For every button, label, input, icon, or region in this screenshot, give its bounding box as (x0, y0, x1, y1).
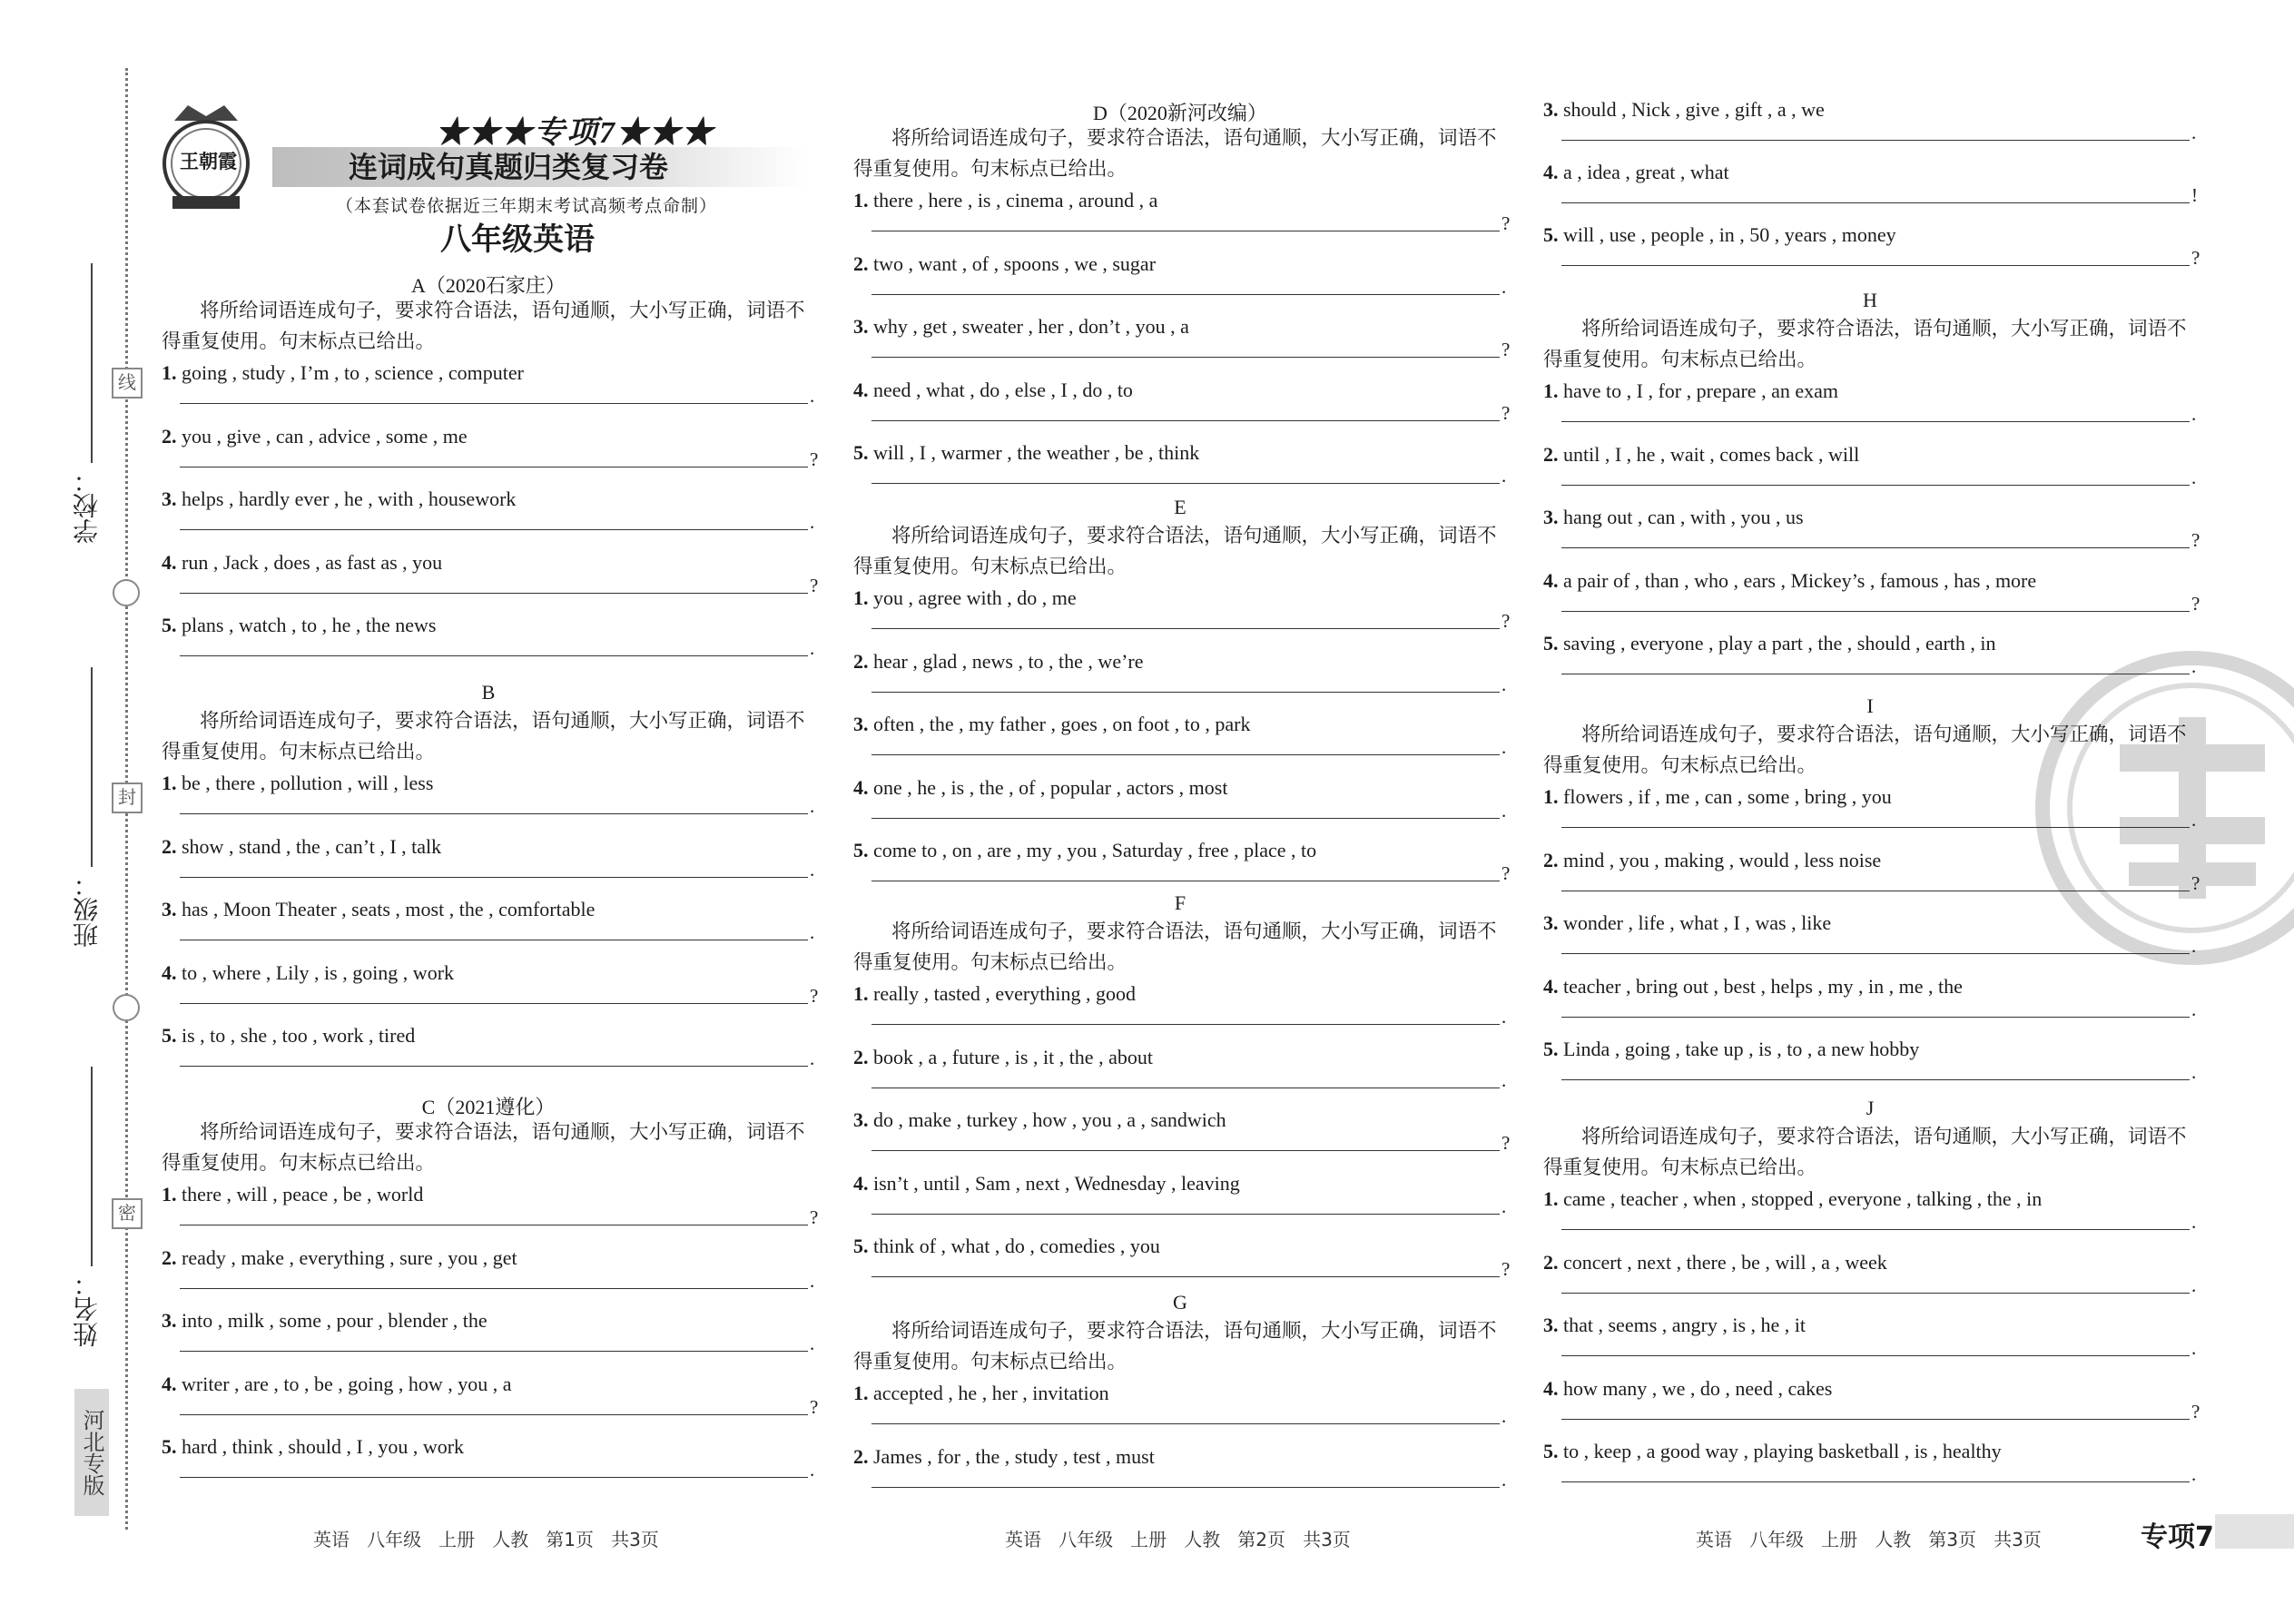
sentence-end-punctuation: . (810, 1459, 815, 1481)
sentence-end-punctuation: . (2191, 809, 2197, 831)
question-words: flowers , if , me , can , some , bring , you (1563, 785, 1892, 808)
answer-line[interactable] (180, 1414, 808, 1415)
sentence-end-punctuation: ? (2191, 247, 2200, 269)
section-title: J (1866, 1097, 1875, 1119)
question-number: 1. (162, 772, 177, 794)
question-number: 1. (1543, 1187, 1559, 1210)
sentence-end-punctuation: ? (810, 448, 819, 470)
sentence-end-punctuation: ? (2191, 871, 2200, 894)
question-item (1543, 1187, 2042, 1211)
answer-line[interactable] (1561, 827, 2190, 828)
question-item (853, 982, 1136, 1006)
question-item (162, 614, 436, 637)
question-words: into , milk , some , pour , blender , the (182, 1309, 487, 1332)
question-number: 3. (162, 487, 177, 510)
question-item (853, 1046, 1153, 1069)
answer-line[interactable] (871, 294, 1500, 295)
question-item (1543, 1440, 2002, 1463)
question-item (1543, 785, 1892, 809)
sentence-end-punctuation: . (1501, 673, 1507, 695)
answer-line[interactable] (1561, 611, 2190, 612)
question-number: 2. (1543, 1250, 1559, 1274)
section-instruction: 将所给词语连成句子，要求符合语法，语句通顺，大小写正确，词语不得重复使用。句末标点已给出。 (853, 920, 1497, 974)
question-item (162, 1309, 487, 1333)
question-item (853, 189, 1157, 212)
answer-line[interactable] (1561, 421, 2190, 422)
answer-line[interactable] (1561, 140, 2190, 141)
question-number: 1. (853, 1382, 869, 1404)
question-words: plans , watch , to , he , the news (182, 614, 437, 636)
question-words: there , here , is , cinema , around , a (873, 189, 1158, 212)
binding-margin (0, 0, 136, 1624)
question-words: isn’t , until , Sam , next , Wednesday , leaving (873, 1171, 1240, 1195)
sentence-end-punctuation: ? (1501, 1132, 1511, 1154)
question-number: 4. (1543, 974, 1559, 998)
binding-mark-line: 线 (112, 368, 143, 399)
page-footer-3: 英语 八年级 上册 人教 第3页 共3页 (1696, 1529, 2042, 1550)
name-label: 姓名： (72, 1271, 102, 1347)
binding-mark-secret: 密 (112, 1198, 143, 1229)
sentence-end-punctuation: ! (2191, 184, 2198, 206)
question-words: hard , think , should , I , you , work (182, 1435, 465, 1458)
answer-line[interactable] (871, 357, 1500, 358)
question-number: 5. (162, 1024, 177, 1047)
question-words: wonder , life , what , I , was , like (1563, 911, 1832, 934)
question-words: one , he , is , the , of , popular , actors , most (873, 775, 1228, 799)
question-item (853, 776, 1227, 800)
sentence-end-punctuation: . (810, 795, 815, 817)
section-title: E (1174, 496, 1186, 518)
sentence-end-punctuation: . (1501, 465, 1507, 487)
binding-circle (113, 579, 140, 606)
answer-line[interactable] (180, 1066, 808, 1067)
sentence-end-punctuation: . (1501, 275, 1507, 298)
question-number: 5. (853, 1235, 869, 1257)
page-footer-2: 英语 八年级 上册 人教 第2页 共3页 (1005, 1529, 1351, 1550)
sentence-end-punctuation: ? (1501, 610, 1511, 632)
binding-mark-seal: 封 (112, 782, 143, 813)
page-footer-1: 英语 八年级 上册 人教 第1页 共3页 (313, 1529, 659, 1550)
sentence-end-punctuation: ? (1501, 1258, 1511, 1280)
question-number: 3. (1543, 1314, 1559, 1336)
sentence-end-punctuation: ? (2191, 529, 2200, 551)
question-item (1543, 849, 1881, 872)
question-item (853, 1445, 1155, 1469)
sentence-end-punctuation: ? (1501, 862, 1511, 884)
question-item (853, 379, 1133, 402)
question-item (162, 1183, 423, 1206)
binding-circle (113, 994, 140, 1021)
question-words: come to , on , are , my , you , Saturday , free , place , to (873, 839, 1317, 861)
sentence-end-punctuation: . (810, 858, 815, 881)
question-item (1543, 911, 1831, 935)
sentence-end-punctuation: . (810, 637, 815, 659)
question-number: 3. (853, 315, 869, 338)
question-number: 4. (1543, 1376, 1559, 1400)
answer-line[interactable] (1561, 1481, 2190, 1482)
sentence-end-punctuation: ? (810, 984, 819, 1007)
question-item (1543, 443, 1859, 467)
sentence-end-punctuation: . (2191, 655, 2197, 677)
answer-line[interactable] (1561, 202, 2190, 203)
question-item (853, 441, 1199, 465)
section-instruction: 将所给词语连成句子，要求符合语法，语句通顺，大小写正确，词语不得重复使用。句末标点已给出。 (1543, 318, 2187, 371)
question-item (162, 425, 468, 448)
question-number: 1. (853, 982, 869, 1005)
answer-line[interactable] (1561, 953, 2190, 954)
question-item (162, 1246, 517, 1270)
answer-line[interactable] (180, 813, 808, 814)
question-words: hear , glad , news , to , the , we’re (873, 649, 1144, 673)
answer-line[interactable] (871, 818, 1500, 819)
question-item (162, 772, 433, 795)
question-item (1543, 975, 1963, 999)
question-item (853, 252, 1156, 276)
question-item (1543, 1038, 1919, 1061)
name-write-line[interactable] (91, 1067, 93, 1266)
question-number: 5. (853, 839, 869, 861)
answer-line[interactable] (871, 692, 1500, 693)
question-item (162, 898, 595, 921)
school-write-line[interactable] (91, 263, 93, 463)
question-item (1543, 98, 1825, 122)
answer-line[interactable] (871, 628, 1500, 629)
sentence-end-punctuation: . (1501, 1405, 1507, 1427)
question-words: have to , I , for , prepare , an exam (1563, 379, 1838, 402)
question-number: 4. (853, 775, 869, 799)
sentence-end-punctuation: . (1501, 1468, 1507, 1491)
question-item (853, 1172, 1240, 1196)
question-words: two , want , of , spoons , we , sugar (873, 251, 1157, 275)
sentence-end-punctuation: . (810, 511, 815, 533)
question-item (162, 487, 516, 511)
question-words: hang out , can , with , you , us (1563, 506, 1804, 528)
sentence-end-punctuation: . (810, 1333, 815, 1354)
sentence-end-punctuation: . (2191, 1211, 2197, 1233)
section-instruction: 将所给词语连成句子，要求符合语法，语句通顺，大小写正确，词语不得重复使用。句末标点已给出。 (853, 1320, 1497, 1373)
sentence-end-punctuation: . (2191, 1061, 2197, 1083)
answer-line[interactable] (1561, 1293, 2190, 1294)
answer-line[interactable] (180, 593, 808, 594)
question-number: 1. (1543, 785, 1559, 808)
section-title: B (481, 681, 496, 704)
question-item (1543, 1314, 1806, 1337)
section-title: A（2020石家庄） (411, 274, 566, 297)
sentence-end-punctuation: . (2191, 935, 2197, 957)
question-words: often , the , my father , goes , on foot , to , park (873, 713, 1251, 735)
province-edition-badge: 河北专版 (74, 1389, 109, 1516)
sentence-end-punctuation: . (2191, 122, 2197, 143)
question-words: why , get , sweater , her , don’t , you , a (873, 315, 1189, 338)
question-number: 2. (1543, 442, 1559, 466)
question-item (1543, 223, 1896, 247)
section-instruction: 将所给词语连成句子，要求符合语法，语句通顺，大小写正确，词语不得重复使用。句末标点已给出。 (853, 525, 1497, 578)
question-number: 3. (1543, 98, 1559, 121)
sentence-end-punctuation: . (810, 385, 815, 407)
question-number: 2. (853, 1045, 869, 1068)
sentence-end-punctuation: . (810, 921, 815, 943)
question-words: really , tasted , everything , good (873, 982, 1136, 1005)
answer-line[interactable] (180, 529, 808, 530)
section-instruction: 将所给词语连成句子，要求符合语法，语句通顺，大小写正确，词语不得重复使用。句末标点已给出。 (162, 300, 805, 353)
question-words: there , will , peace , be , world (182, 1183, 424, 1206)
sentence-end-punctuation: . (1501, 1195, 1507, 1217)
answer-line[interactable] (871, 754, 1500, 755)
question-item (853, 315, 1189, 339)
question-words: a pair of , than , who , ears , Mickey’s , famous , has , more (1563, 568, 2037, 592)
question-number: 4. (853, 1171, 869, 1195)
answer-line[interactable] (1561, 1079, 2190, 1080)
sentence-end-punctuation: ? (1501, 212, 1511, 234)
paper-title: 连词成句真题归类复习卷 (348, 150, 668, 184)
sentence-end-punctuation: ? (1501, 339, 1511, 360)
question-words: do , make , turkey , how , you , a , sandwich (873, 1108, 1226, 1131)
question-words: need , what , do , else , I , do , to (873, 378, 1133, 401)
question-words: saving , everyone , play a part , the , should , earth , in (1563, 632, 1996, 655)
question-item (162, 1024, 415, 1048)
section-instruction: 将所给词语连成句子，要求符合语法，语句通顺，大小写正确，词语不得重复使用。句末标点已给出。 (162, 710, 805, 763)
question-item (162, 961, 454, 985)
question-words: came , teacher , when , stopped , everyone , talking , the , in (1563, 1187, 2043, 1210)
corner-tag: 专项7 (2141, 1521, 2214, 1553)
sentence-end-punctuation: . (810, 1269, 815, 1292)
question-words: mind , you , making , would , less noise (1563, 848, 1882, 871)
sentence-end-punctuation: ? (2191, 1400, 2200, 1422)
question-item (853, 1108, 1226, 1132)
answer-line[interactable] (1561, 1355, 2190, 1356)
question-words: concert , next , there , be , will , a , week (1563, 1250, 1887, 1274)
sentence-end-punctuation: ? (810, 574, 819, 596)
question-number: 4. (162, 1372, 177, 1395)
question-words: James , for , the , study , test , must (873, 1444, 1155, 1468)
question-words: to , keep , a good way , playing basketball , is , healthy (1563, 1440, 2002, 1462)
question-number: 5. (162, 614, 177, 636)
answer-line[interactable] (1561, 1017, 2190, 1018)
question-words: has , Moon Theater , seats , most , the , comfortable (182, 898, 596, 920)
section-instruction: 将所给词语连成句子，要求符合语法，语句通顺，大小写正确，词语不得重复使用。句末标点已给出。 (1543, 1126, 2187, 1179)
question-item (1543, 1251, 1887, 1275)
answer-line[interactable] (180, 1351, 808, 1352)
answer-line[interactable] (180, 1288, 808, 1289)
question-number: 3. (1543, 911, 1559, 934)
question-number: 3. (162, 898, 177, 920)
question-words: a , idea , great , what (1563, 161, 1729, 183)
answer-line[interactable] (871, 420, 1500, 421)
section-title: H (1863, 289, 1877, 311)
question-words: how many , we , do , need , cakes (1563, 1376, 1833, 1400)
sentence-end-punctuation: . (2191, 403, 2197, 425)
question-words: think of , what , do , comedies , you (873, 1235, 1160, 1257)
question-words: is , to , she , too , work , tired (182, 1024, 416, 1047)
question-words: be , there , pollution , will , less (182, 772, 434, 794)
answer-line[interactable] (180, 1477, 808, 1478)
question-words: you , give , can , advice , some , me (182, 424, 468, 448)
school-label: 学校： (72, 468, 102, 544)
question-item (853, 713, 1250, 736)
question-item (853, 586, 1077, 610)
sentence-end-punctuation: ? (1501, 401, 1511, 424)
answer-line[interactable] (180, 877, 808, 878)
grade-subject: 八年级英语 (440, 221, 595, 258)
question-words: book , a , future , is , it , the , about (873, 1045, 1153, 1068)
paper-subnote: （本套试卷依据近三年期末考试高频考点命制） (335, 197, 717, 216)
question-words: should , Nick , give , gift , a , we (1563, 98, 1825, 121)
question-words: that , seems , angry , is , he , it (1563, 1314, 1807, 1336)
question-words: run , Jack , does , as fast as , you (182, 550, 443, 574)
question-words: helps , hardly ever , he , with , housework (182, 487, 517, 510)
question-item (1543, 379, 1838, 403)
answer-line[interactable] (1561, 547, 2190, 548)
question-number: 3. (162, 1309, 177, 1332)
answer-line[interactable] (1561, 1419, 2190, 1420)
question-item (1543, 161, 1729, 184)
sentence-end-punctuation: . (1501, 736, 1507, 758)
question-item (1543, 506, 1804, 529)
answer-line[interactable] (871, 1024, 1500, 1025)
corner-tag-bar (2215, 1514, 2294, 1549)
class-write-line[interactable] (91, 667, 93, 867)
question-words: you , agree with , do , me (873, 586, 1077, 609)
answer-line[interactable] (1561, 265, 2190, 266)
sentence-end-punctuation: . (2191, 998, 2197, 1020)
question-item (162, 835, 441, 859)
question-number: 5. (853, 441, 869, 464)
question-item (162, 361, 524, 385)
question-words: writer , are , to , be , going , how , you , a (182, 1372, 512, 1395)
sentence-end-punctuation: . (2191, 1337, 2197, 1359)
question-number: 3. (853, 713, 869, 735)
question-words: going , study , I’m , to , science , computer (182, 361, 524, 384)
section-title: C（2021遵化） (421, 1096, 556, 1118)
question-number: 2. (853, 251, 869, 275)
answer-line[interactable] (871, 1214, 1500, 1215)
sentence-end-punctuation: ? (810, 1206, 819, 1228)
question-words: Linda , going , take up , is , to , a new hobby (1563, 1038, 1920, 1060)
section-title: I (1866, 694, 1874, 717)
question-words: will , I , warmer , the weather , be , think (873, 441, 1200, 464)
logo-text: 王朝霞 (180, 150, 237, 172)
question-number: 2. (1543, 848, 1559, 871)
question-number: 1. (1543, 379, 1559, 402)
watermark-stamp (2020, 635, 2294, 980)
sentence-end-punctuation: ? (2191, 592, 2200, 615)
answer-line[interactable] (180, 1003, 808, 1004)
question-words: will , use , people , in , 50 , years , money (1563, 223, 1896, 246)
question-words: to , where , Lily , is , going , work (182, 960, 455, 984)
answer-line[interactable] (1561, 485, 2190, 486)
question-number: 1. (162, 1183, 177, 1206)
question-item (162, 1435, 464, 1459)
answer-line[interactable] (871, 483, 1500, 484)
question-number: 2. (853, 649, 869, 673)
question-number: 4. (162, 550, 177, 574)
question-number: 2. (853, 1444, 869, 1468)
question-item (1543, 569, 2036, 593)
section-instruction: 将所给词语连成句子，要求符合语法，语句通顺，大小写正确，词语不得重复使用。句末标点已给出。 (853, 127, 1497, 181)
question-words: accepted , he , her , invitation (873, 1382, 1109, 1404)
answer-line[interactable] (180, 467, 808, 468)
question-item (1543, 632, 1996, 655)
question-words: ready , make , everything , sure , you , get (182, 1245, 517, 1269)
answer-line[interactable] (871, 1276, 1500, 1277)
answer-line[interactable] (180, 403, 808, 404)
question-number: 5. (1543, 1038, 1559, 1060)
sentence-end-punctuation: . (1501, 1068, 1507, 1091)
section-instruction: 将所给词语连成句子，要求符合语法，语句通顺，大小写正确，词语不得重复使用。句末标点已给出。 (162, 1121, 805, 1175)
section-title: F (1174, 891, 1186, 914)
answer-line[interactable] (1561, 1229, 2190, 1230)
question-number: 2. (162, 834, 177, 858)
sentence-end-punctuation: . (1501, 1006, 1507, 1028)
question-number: 2. (162, 424, 177, 448)
section-title: D（2020新河改编） (1093, 102, 1267, 124)
question-item (853, 839, 1316, 862)
answer-line[interactable] (871, 1423, 1500, 1424)
question-number: 4. (162, 960, 177, 984)
question-number: 1. (162, 361, 177, 384)
question-number: 2. (162, 1245, 177, 1269)
sentence-end-punctuation: . (1501, 799, 1507, 822)
question-item (162, 1373, 512, 1396)
class-label: 班级： (72, 871, 102, 948)
question-number: 5. (162, 1435, 177, 1458)
answer-line[interactable] (871, 1487, 1500, 1488)
question-number: 5. (1543, 632, 1559, 655)
question-item (1543, 1377, 1832, 1401)
question-number: 4. (1543, 568, 1559, 592)
sentence-end-punctuation: . (2191, 1463, 2197, 1485)
question-item (853, 650, 1144, 674)
section-instruction: 将所给词语连成句子，要求符合语法，语句通顺，大小写正确，词语不得重复使用。句末标点已给出。 (1543, 723, 2187, 777)
question-number: 1. (853, 189, 869, 212)
question-words: until , I , he , wait , comes back , will (1563, 442, 1860, 466)
question-number: 4. (1543, 161, 1559, 183)
special-title: ★★★专项7★★★ (436, 116, 714, 150)
question-words: teacher , bring out , best , helps , my , in , me , the (1563, 974, 1963, 998)
question-item (853, 1235, 1160, 1258)
sentence-end-punctuation: ? (810, 1395, 819, 1418)
question-item (853, 1382, 1109, 1405)
sentence-end-punctuation: . (2191, 1274, 2197, 1296)
question-number: 3. (1543, 506, 1559, 528)
question-number: 1. (853, 586, 869, 609)
sentence-end-punctuation: . (810, 1048, 815, 1069)
question-number: 5. (1543, 1440, 1559, 1462)
question-number: 5. (1543, 223, 1559, 246)
section-title: G (1173, 1291, 1187, 1314)
answer-line[interactable] (180, 655, 808, 656)
answer-line[interactable] (871, 1150, 1500, 1151)
sentence-end-punctuation: . (2191, 466, 2197, 488)
question-number: 4. (853, 378, 869, 401)
question-words: show , stand , the , can’t , I , talk (182, 834, 442, 858)
question-item (162, 551, 442, 575)
question-number: 3. (853, 1108, 869, 1131)
